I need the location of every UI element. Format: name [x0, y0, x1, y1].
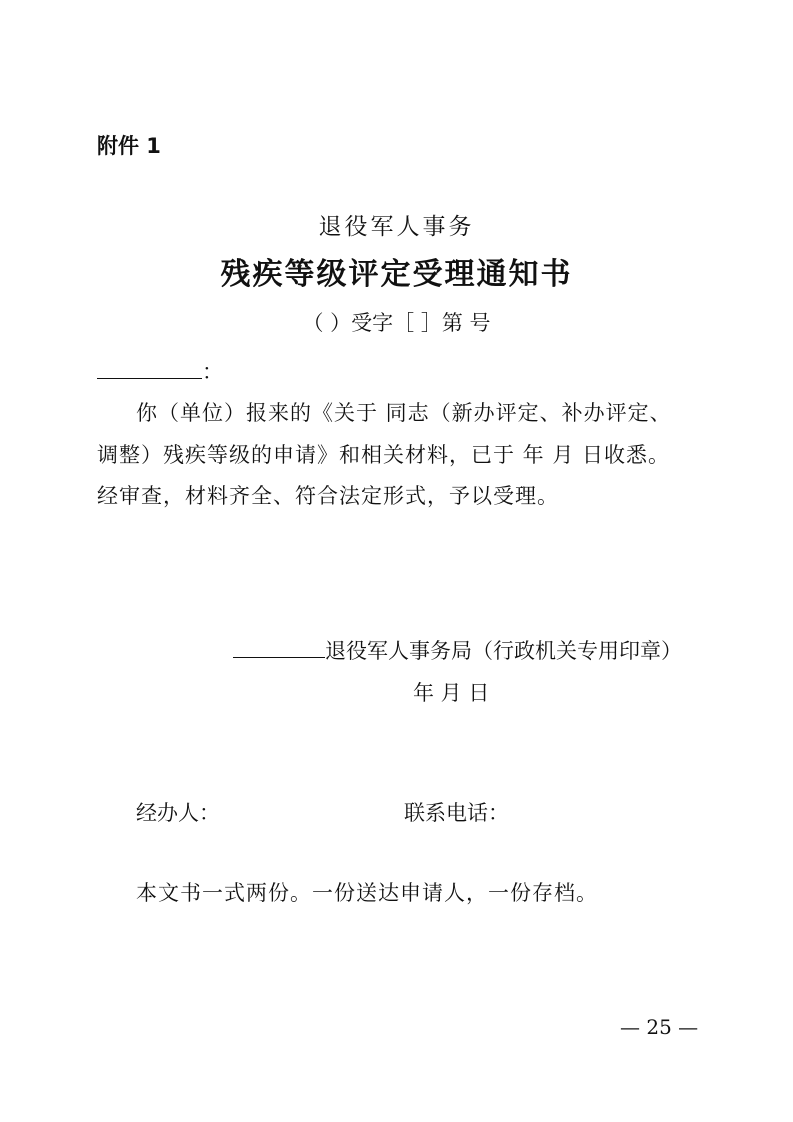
contact-label: 联系电话： — [404, 801, 509, 825]
addressee-line — [97, 356, 223, 386]
attachment-label: 附件 1 — [97, 134, 161, 158]
signature-org — [233, 635, 682, 665]
page-number: — 25 — — [620, 1015, 699, 1039]
org-blank — [233, 639, 325, 658]
body-line-2: 调整）残疾等级的申请》和相关材料，已于 年 月 日收悉。 — [97, 443, 671, 467]
copy-note: 本文书一式两份。一份送达申请人，一份存档。 — [136, 881, 598, 905]
document-title: 残疾等级评定受理通知书 — [220, 257, 573, 292]
document-subtitle: 退役军人事务 — [318, 214, 475, 240]
body-line-1: 你（单位）报来的《关于 同志（新办评定、补办评定、 — [136, 401, 672, 425]
signature-org-text: 退役军人事务局（行政机关专用印章） — [325, 639, 682, 663]
addressee-colon: ： — [202, 360, 223, 384]
handler-label: 经办人： — [136, 801, 220, 825]
signature-date: 年 月 日 — [413, 681, 490, 705]
body-line-3: 经审查，材料齐全、符合法定形式，予以受理。 — [97, 484, 559, 508]
addressee-blank — [97, 360, 202, 379]
document-number: （ ）受字［ ］第 号 — [302, 311, 491, 335]
